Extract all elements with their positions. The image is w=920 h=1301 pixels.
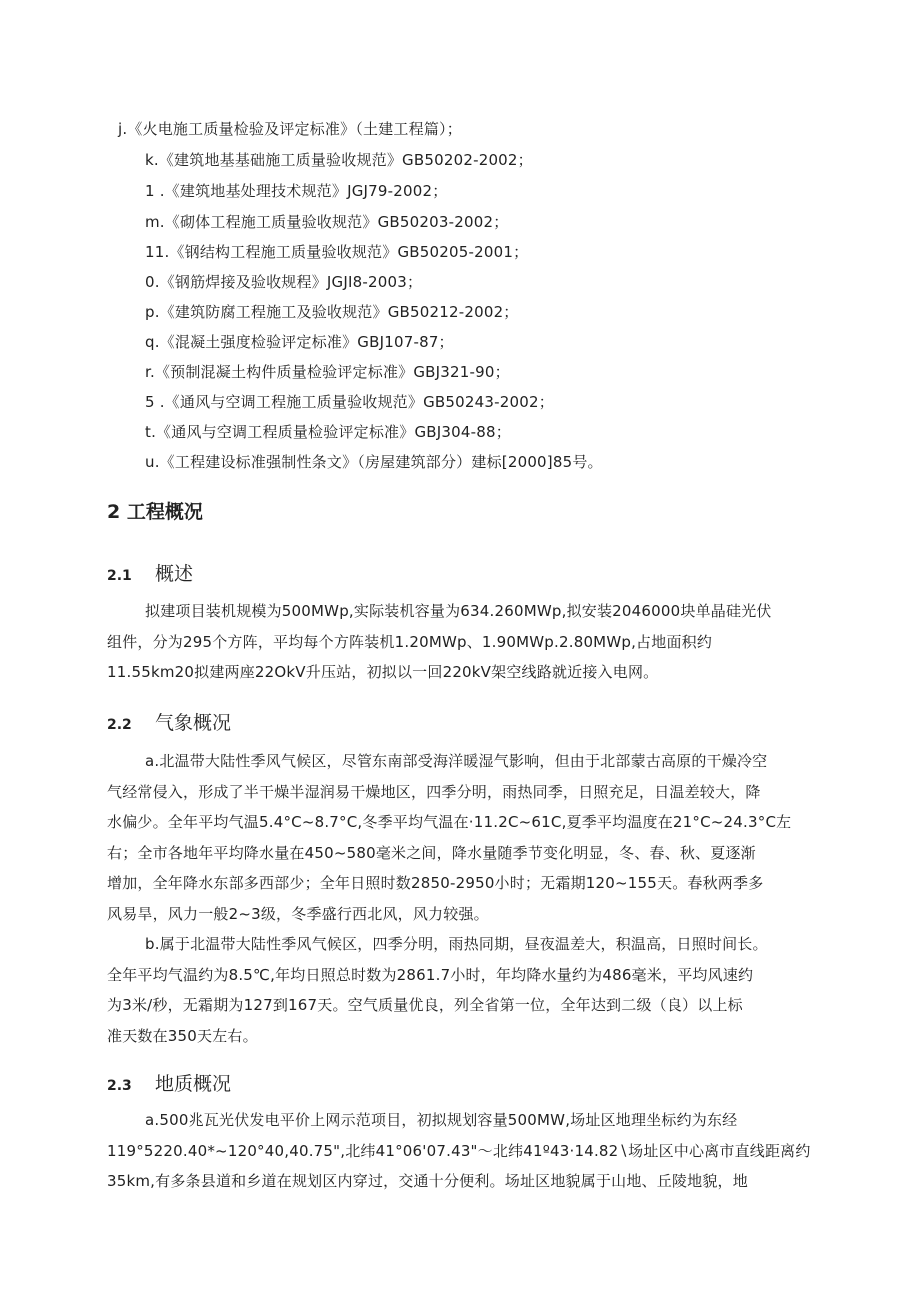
paragraph-line: 右；全市各地年平均降水量在450~580毫米之间，降水量随季节变化明显，冬、春、秋、夏逐渐 bbox=[107, 843, 756, 862]
subsection-number: 2.1 bbox=[107, 568, 132, 584]
reference-item-j: j.《火电施工质量检验及评定标准》（土建工程篇）； bbox=[118, 120, 462, 138]
subsection-heading-2-3 bbox=[107, 1069, 231, 1096]
paragraph-line: 为3米/秒，无霜期为127到167天。空气质量优良，列全省第一位，全年达到二级（良）以上标 bbox=[107, 996, 743, 1014]
reference-item-u: u.《工程建设标准强制性条文》（房屋建筑部分）建标[2000]85号。 bbox=[145, 453, 603, 471]
reference-item-m: m.《砌体工程施工质量验收规范》GB50203-2002； bbox=[145, 213, 509, 231]
paragraph-line: b.属于北温带大陆性季风气候区，四季分明，雨热同期，昼夜温差大，积温高，日照时间长。 bbox=[145, 935, 768, 953]
subsection-title: 气象概况 bbox=[155, 712, 232, 734]
reference-item-t: t.《通风与空调工程质量检验评定标准》GBJ304-88； bbox=[145, 423, 511, 441]
reference-item-q: q.《混凝土强度检验评定标准》GBJ107-87； bbox=[145, 333, 454, 351]
climate-paragraph-a bbox=[107, 746, 842, 929]
overview-paragraph bbox=[107, 596, 842, 688]
paragraph-line: a.北温带大陆性季风气候区，尽管东南部受海洋暖湿气影响，但由于北部蒙古高原的干燥冷空 bbox=[145, 752, 768, 770]
climate-paragraph-b bbox=[107, 929, 842, 1051]
paragraph-line: 35km,有多条县道和乡道在规划区内穿过，交通十分便利。场址区地貌属于山地、丘陵地貌，地 bbox=[107, 1172, 748, 1190]
paragraph-line: 气经常侵入，形成了半干燥半湿润易干燥地区，四季分明，雨热同季，日照充足，日温差较大，降 bbox=[107, 782, 761, 801]
subsection-title: 概述 bbox=[155, 563, 194, 585]
reference-item-l: 1 .《建筑地基处理技术规范》JGJ79-2002； bbox=[145, 182, 448, 200]
paragraph-line: 水偏少。全年平均气温5.4°C~8.7°C,冬季平均气温在·11.2C~61C,夏季平均温度在21°C~24.3°C左 bbox=[107, 813, 792, 831]
section-heading: 2 工程概况 bbox=[107, 501, 203, 523]
subsection-title: 地质概况 bbox=[155, 1073, 232, 1095]
subsection-number: 2.3 bbox=[107, 1078, 132, 1094]
paragraph-line: 119°5220.40*~120°40,40.75",北纬41°06'07.43"～北纬41º43·14.82∖场址区中心离市直线距离约 bbox=[107, 1141, 811, 1160]
subsection-heading-2-2 bbox=[107, 708, 231, 735]
reference-item-p: p.《建筑防腐工程施工及验收规范》GB50212-2002； bbox=[145, 303, 519, 321]
paragraph-line: 全年平均气温约为8.5℃,年均日照总时数为2861.7小时，年均降水量约为486毫米，平均风速约 bbox=[107, 965, 754, 984]
subsection-heading-2-1 bbox=[107, 559, 193, 586]
reference-item-o: 0.《钢筋焊接及验收规程》JGJI8-2003； bbox=[145, 273, 423, 291]
paragraph-line: 增加，全年降水东部多西部少；全年日照时数2850-2950小时；无霜期120~155天。春秋两季多 bbox=[107, 874, 764, 892]
subsection-number: 2.2 bbox=[107, 717, 132, 733]
paragraph-line: 准天数在350天左右。 bbox=[107, 1026, 258, 1045]
paragraph-line: 组件，分为295个方阵，平均每个方阵装机1.20MWp、1.90MWp.2.80MWp,占地面积约 bbox=[107, 632, 713, 651]
paragraph-line: a.500兆瓦光伏发电平价上网示范项目，初拟规划容量500MW,场址区地理坐标约为东经 bbox=[145, 1111, 738, 1129]
paragraph-line: 11.55km20拟建两座22OkV升压站，初拟以一回220kV架空线路就近接入电网。 bbox=[107, 663, 659, 681]
reference-item-n: 11.《钢结构工程施工质量验收规范》GB50205-2001； bbox=[145, 243, 529, 261]
reference-item-k: k.《建筑地基基础施工质量验收规范》GB50202-2002； bbox=[145, 151, 533, 169]
paragraph-line: 风易旱，风力一般2~3级，冬季盛行西北风，风力较强。 bbox=[107, 904, 489, 923]
paragraph-line: 拟建项目装机规模为500MWp,实际装机容量为634.260MWp,拟安装2046000块单晶硅光伏 bbox=[145, 602, 772, 620]
reference-item-s: 5 .《通风与空调工程施工质量验收规范》GB50243-2002； bbox=[145, 393, 554, 411]
geology-paragraph-a bbox=[107, 1105, 842, 1197]
reference-item-r: r.《预制混凝土构件质量检验评定标准》GBJ321-90； bbox=[145, 363, 510, 381]
